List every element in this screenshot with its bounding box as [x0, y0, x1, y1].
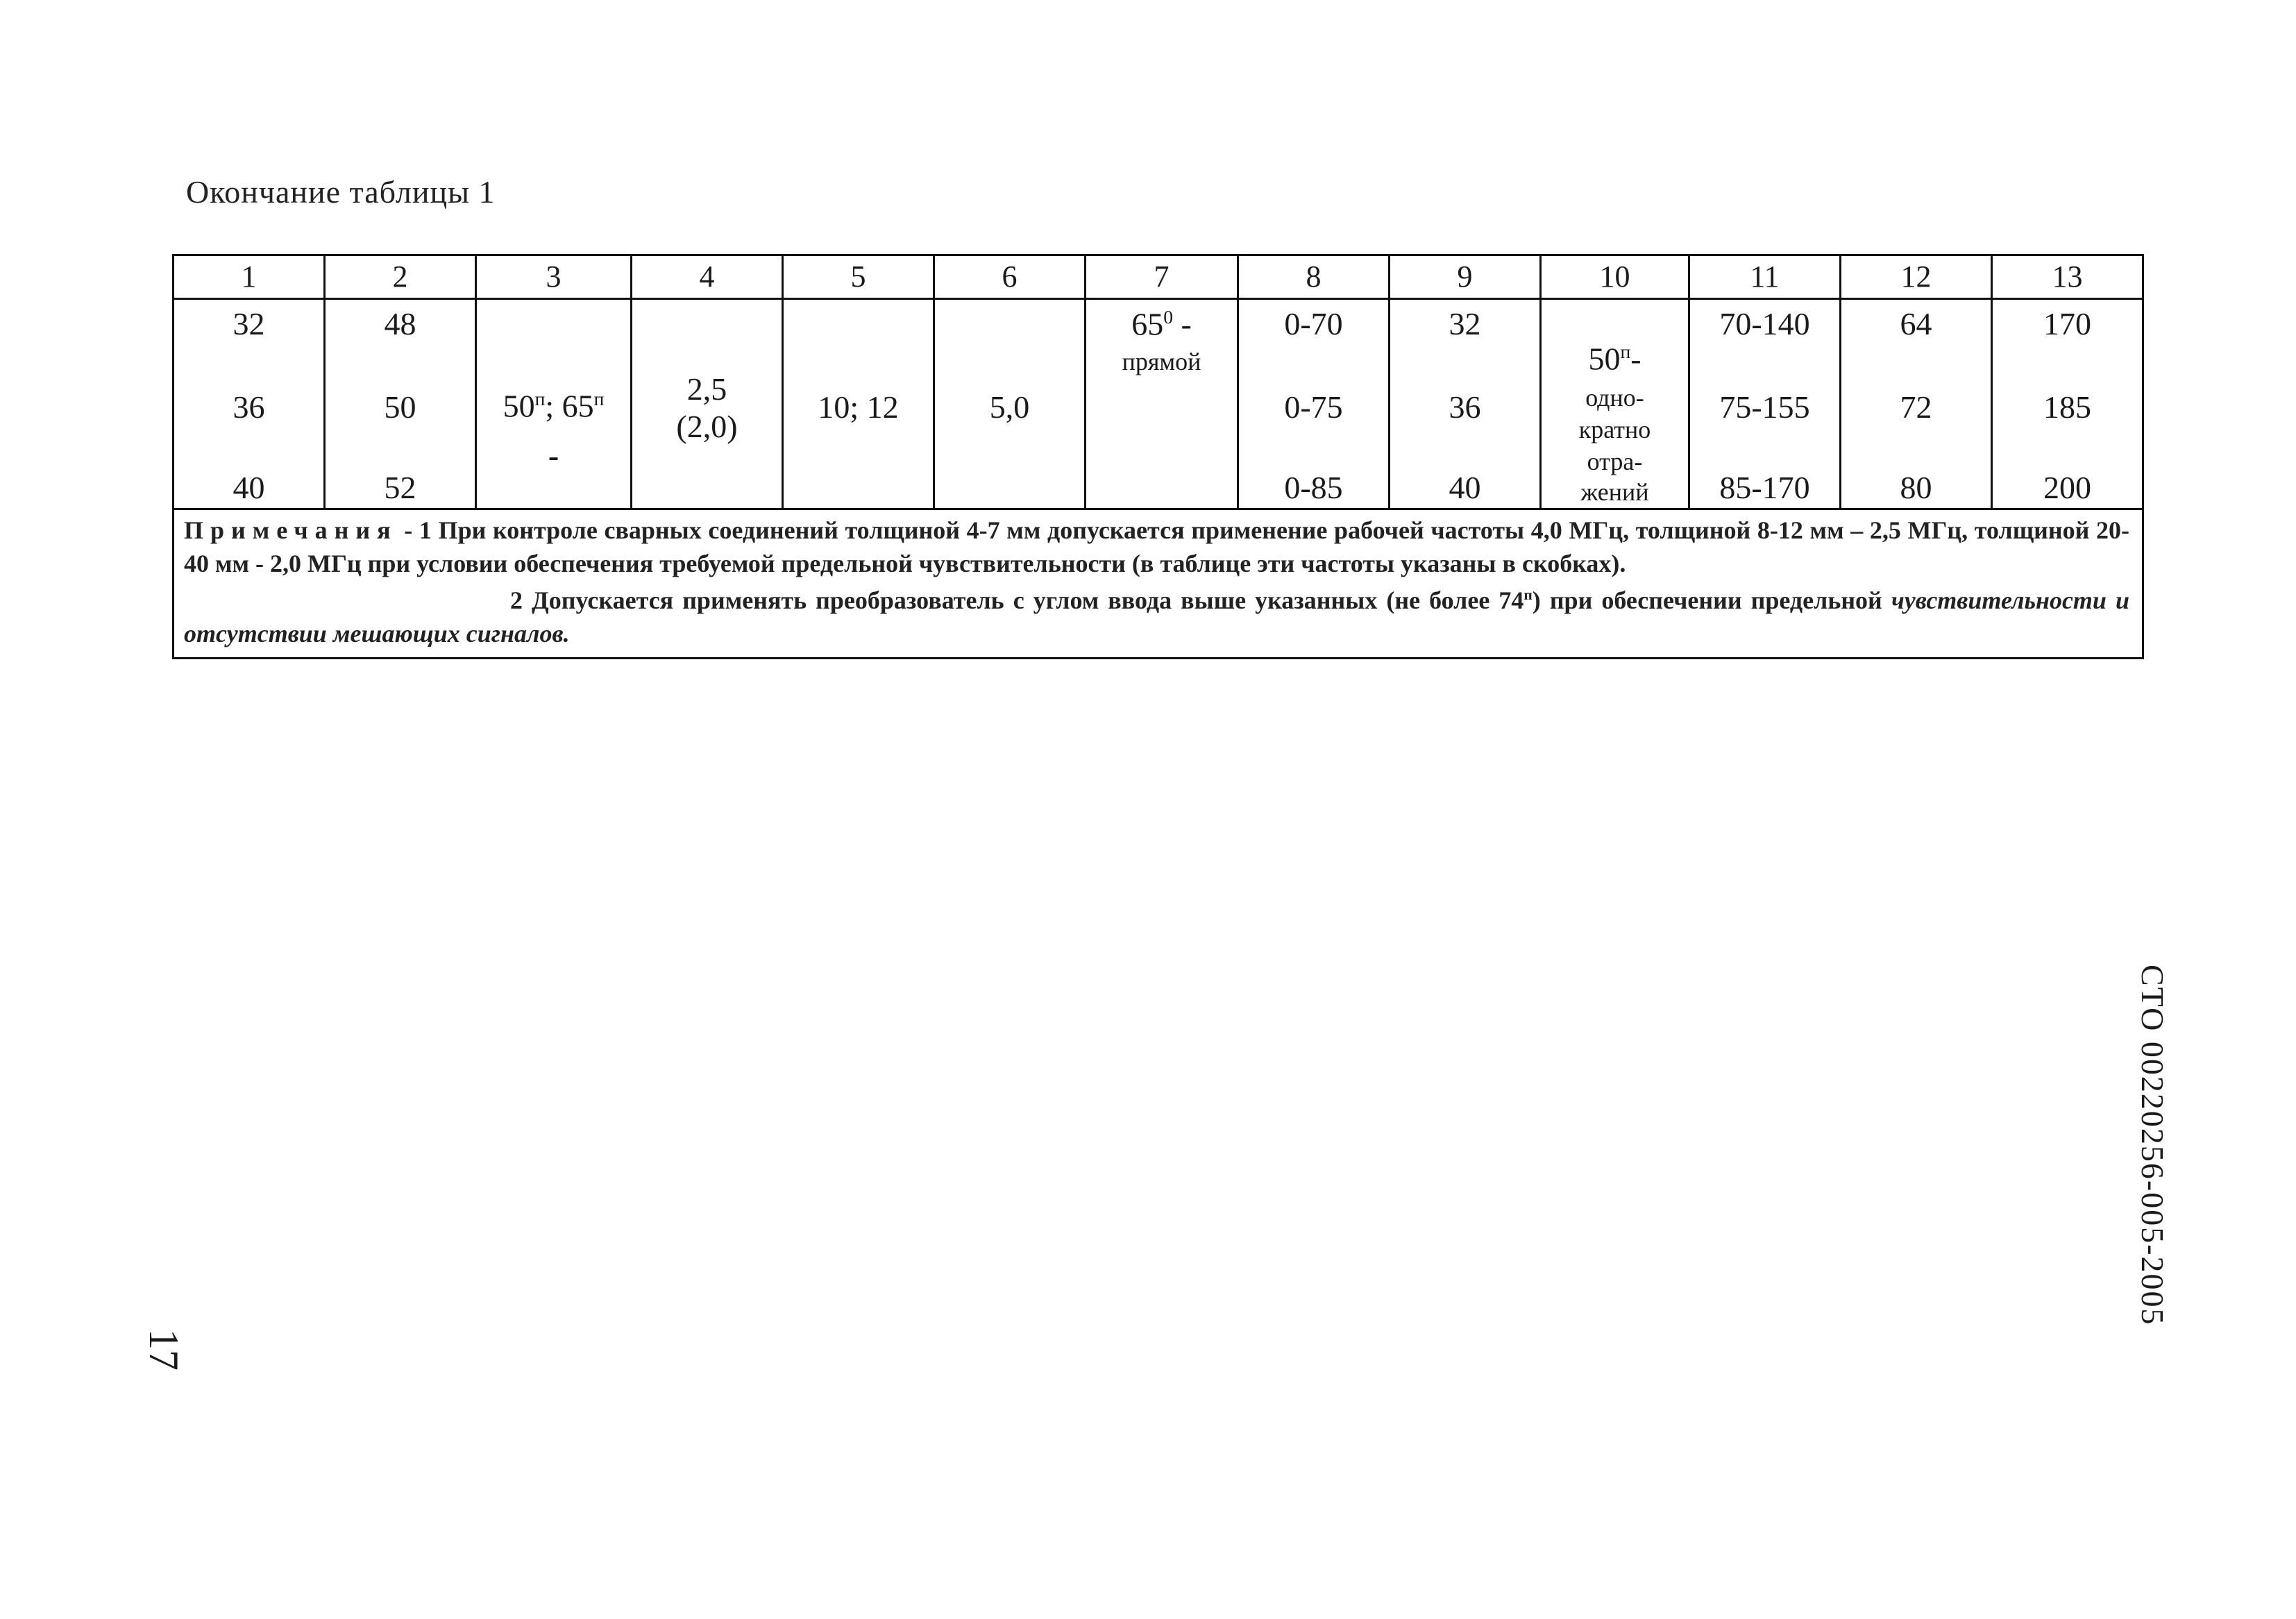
cell-value: 185	[2043, 389, 2091, 425]
dash-mark: -	[1172, 306, 1192, 342]
table-caption: Окончание таблицы 1	[186, 174, 496, 210]
angle-value: 50	[503, 388, 535, 424]
note-2	[184, 584, 2129, 650]
cell-col11	[1689, 299, 1841, 509]
cell-value: 72	[1900, 389, 1932, 425]
column-header: 9	[1390, 255, 1541, 299]
cell-value: 50	[384, 389, 416, 425]
column-header: 4	[632, 255, 783, 299]
data-table	[172, 254, 2144, 659]
cell-col2	[325, 299, 476, 509]
dash-mark: -	[548, 438, 559, 473]
degree-mark: п	[1620, 341, 1631, 362]
notes-cell	[174, 509, 2143, 659]
note-2-text: чувствительности и отсутствии мешающих сигналов.	[184, 586, 2129, 647]
cell-value: 80	[1900, 470, 1932, 505]
column-header: 7	[1086, 255, 1238, 299]
note-1	[184, 514, 2129, 580]
cell-value: 36	[233, 389, 265, 425]
column-header: 8	[1238, 255, 1390, 299]
cell-value: 170	[2043, 306, 2091, 341]
angle-value: ; 65	[545, 388, 594, 424]
cell-col5	[783, 299, 934, 509]
cell-value: 36	[1449, 389, 1481, 425]
cell-value: кратно	[1578, 416, 1651, 443]
cell-col12	[1841, 299, 1992, 509]
cell-value: отра-	[1587, 448, 1643, 475]
cell-value: 0-85	[1284, 470, 1343, 505]
cell-value: 200	[2043, 470, 2091, 505]
cell-angle-values	[477, 389, 630, 424]
note-2-text: 2 Допускается применять преобразователь с углом ввода выше указанных (не более 74	[510, 586, 1524, 615]
cell-col9	[1390, 299, 1541, 509]
column-header: 6	[934, 255, 1086, 299]
cell-value: 32	[233, 306, 265, 341]
cell-col1	[174, 299, 325, 509]
cell-value: жений	[1580, 478, 1649, 506]
cell-value: 85-170	[1719, 470, 1810, 505]
data-row	[174, 299, 2143, 509]
cell-value: прямой	[1122, 348, 1201, 375]
notes-label: Примечания	[184, 516, 398, 544]
note-2-text: ) при обеспечении предельной	[1532, 586, 1891, 615]
column-header: 12	[1841, 255, 1992, 299]
cell-value: 40	[233, 470, 265, 505]
cell-value: 2,5	[686, 371, 727, 407]
column-header: 13	[1992, 255, 2143, 299]
cell-value: 48	[384, 306, 416, 341]
column-header: 1	[174, 255, 325, 299]
cell-value: 0-70	[1284, 306, 1343, 341]
angle-value: 65	[1131, 306, 1164, 342]
note-1-text: - 1 При контроле сварных соединений толщиной 4-7 мм допускается применение рабочей частоты 4,0 МГц, толщиной 8-12 мм – 2,5 МГц, толщиной 20-40 мм - 2,0 МГц при условии обеспечения требуемой предельной чувствительности (в таблице эти частоты указаны в скобках).	[184, 516, 2129, 577]
degree-mark: п	[593, 388, 605, 409]
cell-col7	[1086, 299, 1238, 509]
cell-col10	[1541, 299, 1689, 509]
document-code: СТО 00220256-005-2005	[2135, 965, 2170, 1326]
column-header: 2	[325, 255, 476, 299]
cell-value: 10; 12	[818, 389, 899, 425]
table-container	[172, 254, 2142, 659]
cell-value: одно-	[1585, 384, 1644, 412]
cell-col4	[632, 299, 783, 509]
degree-mark: 0	[1163, 306, 1173, 328]
angle-value: 50	[1588, 341, 1621, 377]
column-header: 11	[1689, 255, 1841, 299]
cell-value: 5,0	[989, 389, 1030, 425]
cell-value: 70-140	[1719, 306, 1810, 341]
header-row	[174, 255, 2143, 299]
cell-col8	[1238, 299, 1390, 509]
cell-col6	[934, 299, 1086, 509]
degree-mark: п	[534, 388, 546, 409]
cell-col13	[1992, 299, 2143, 509]
column-header: 3	[476, 255, 632, 299]
degree-mark: п	[1523, 586, 1533, 604]
notes-row	[174, 509, 2143, 659]
angle-line	[1542, 341, 1688, 377]
cell-value: 0-75	[1284, 389, 1343, 425]
column-header: 10	[1541, 255, 1689, 299]
cell-value: (2,0)	[676, 409, 738, 444]
cell-value: 75-155	[1719, 389, 1810, 425]
angle-line	[1086, 307, 1237, 342]
cell-col3	[476, 299, 632, 509]
cell-value: 32	[1449, 306, 1481, 341]
cell-value: 40	[1449, 470, 1481, 505]
dash-mark: -	[1630, 341, 1641, 377]
page-number: 17	[141, 1329, 187, 1371]
cell-value: 52	[384, 470, 416, 505]
column-header: 5	[783, 255, 934, 299]
cell-value: 64	[1900, 306, 1932, 341]
